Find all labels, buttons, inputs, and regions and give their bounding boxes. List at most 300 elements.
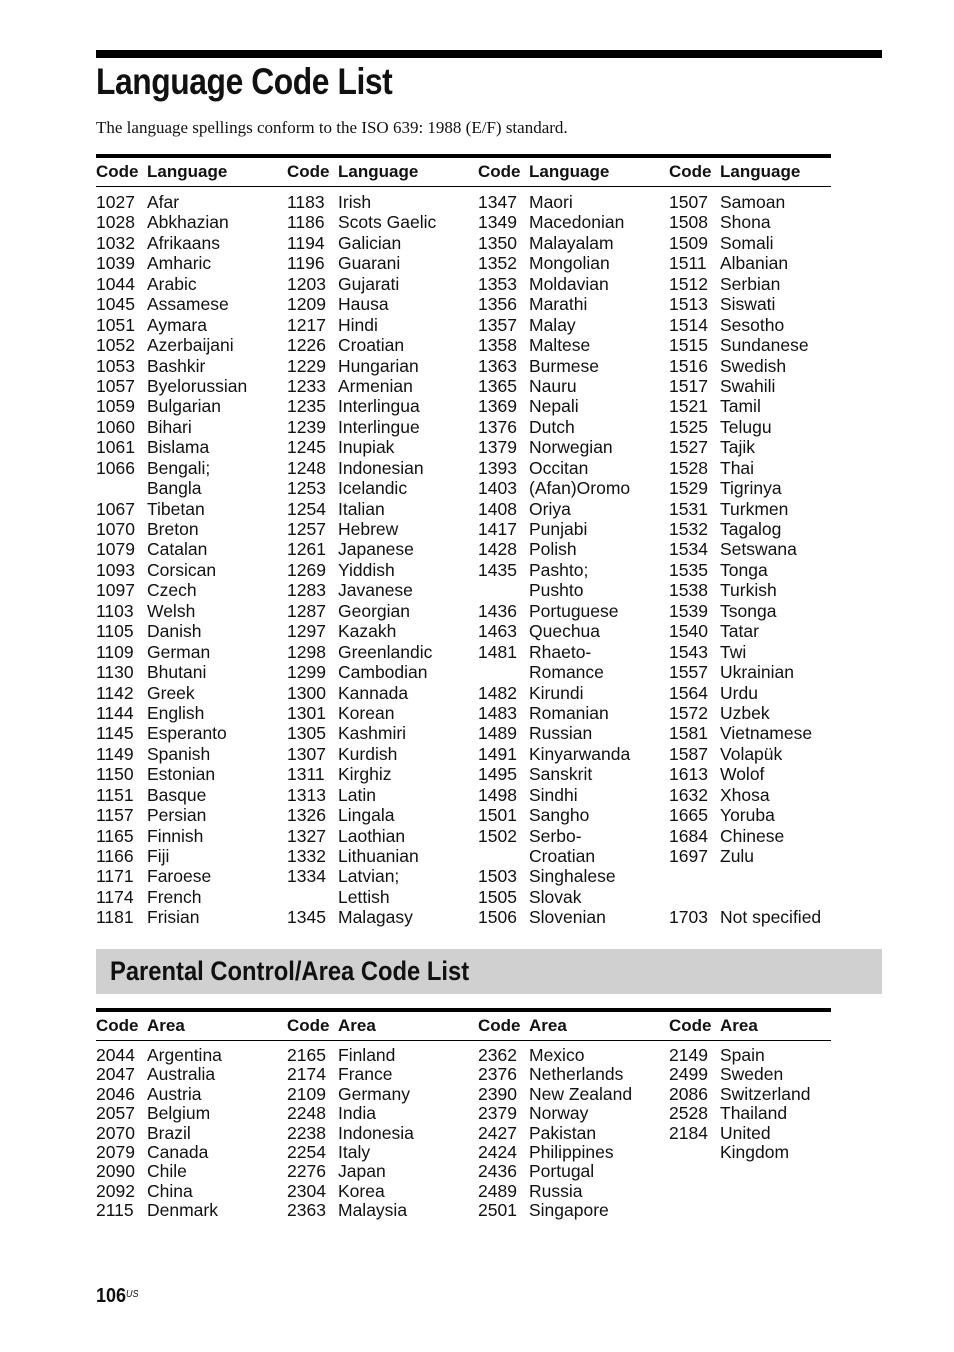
- code-cell: 1217: [287, 314, 326, 335]
- language-row: [669, 662, 831, 682]
- name-cell: Portuguese: [529, 600, 619, 621]
- name-cell: Indonesian: [338, 457, 424, 478]
- name-cell: Belgium: [147, 1103, 211, 1124]
- code-header: Code: [96, 162, 139, 181]
- language-row: [287, 907, 478, 927]
- name-cell: Georgian: [338, 600, 410, 621]
- name-cell: Punjabi: [529, 519, 588, 539]
- language-row: [96, 519, 287, 539]
- name-cell: Setswana: [720, 539, 797, 560]
- name-cell: Bengali;: [147, 457, 211, 478]
- code-cell: 1334: [287, 866, 326, 887]
- code-cell: 1226: [287, 335, 326, 356]
- name-cell: Chile: [147, 1161, 187, 1182]
- name-cell: Abkhazian: [147, 212, 229, 233]
- name-cell: Arabic: [147, 273, 197, 294]
- language-row: [96, 458, 287, 478]
- name-cell: Moldavian: [529, 273, 609, 294]
- code-cell: 1514: [669, 314, 708, 335]
- language-row: [478, 703, 669, 723]
- column-header: [96, 1012, 287, 1040]
- language-row: [287, 192, 478, 212]
- code-cell: 1145: [96, 723, 134, 744]
- name-cell: Tamil: [720, 396, 761, 417]
- name-cell: Turkish: [720, 580, 777, 601]
- code-cell: 1502: [478, 825, 517, 846]
- language-row: [478, 519, 669, 539]
- name-cell: Italy: [338, 1141, 371, 1162]
- code-cell: 2047: [96, 1064, 135, 1085]
- language-row: [287, 805, 478, 825]
- name-cell: Lettish: [338, 886, 390, 907]
- language-row: [96, 723, 287, 743]
- area-row: [669, 1104, 831, 1123]
- area-row: [478, 1182, 669, 1201]
- name-cell: Mexico: [529, 1045, 585, 1065]
- area-row: [669, 1046, 831, 1065]
- code-cell: 1417: [478, 519, 517, 539]
- language-row: [96, 233, 287, 253]
- language-row: [287, 826, 478, 846]
- code-cell: 1613: [669, 764, 708, 785]
- language-row: [669, 253, 831, 273]
- name-cell: Latin: [338, 784, 376, 805]
- language-row: [96, 499, 287, 519]
- name-cell: Serbo-: [529, 825, 582, 846]
- code-cell: [478, 846, 529, 866]
- language-row: [478, 539, 669, 559]
- code-cell: 1503: [478, 866, 517, 887]
- name-cell: Wolof: [720, 764, 765, 785]
- name-cell: Byelorussian: [147, 375, 248, 396]
- language-row: [96, 764, 287, 784]
- name-cell: Guarani: [338, 253, 401, 274]
- name-cell: Basque: [147, 784, 207, 805]
- code-cell: 1051: [96, 314, 135, 335]
- code-cell: 1525: [669, 416, 708, 437]
- name-cell: Corsican: [147, 559, 217, 580]
- name-cell: Afrikaans: [147, 232, 220, 253]
- language-row: [478, 335, 669, 355]
- name-cell: Oriya: [529, 498, 571, 519]
- page-number: [96, 1284, 139, 1308]
- name-cell: Tagalog: [720, 519, 782, 539]
- code-cell: 1209: [287, 294, 326, 315]
- language-row: [478, 580, 669, 600]
- name-cell: Malagasy: [338, 907, 413, 928]
- language-row: [478, 805, 669, 825]
- name-cell: Welsh: [147, 600, 196, 621]
- name-cell: Kinyarwanda: [529, 743, 631, 764]
- name-cell: Frisian: [147, 907, 200, 928]
- parental-section-header: [96, 949, 882, 994]
- name-cell: Greek: [147, 682, 195, 703]
- language-row: [478, 723, 669, 743]
- code-cell: 1257: [287, 519, 326, 539]
- code-cell: 1166: [96, 846, 134, 866]
- language-row: [478, 376, 669, 396]
- language-row: [96, 744, 287, 764]
- language-row: [669, 376, 831, 396]
- code-header: Code: [478, 162, 521, 181]
- name-cell: Bihari: [147, 416, 192, 437]
- language-row: [96, 315, 287, 335]
- name-cell: Somali: [720, 232, 774, 253]
- name-cell: Korean: [338, 702, 395, 723]
- name-cell: Urdu: [720, 682, 758, 703]
- code-cell: 1564: [669, 682, 708, 703]
- language-row: [478, 417, 669, 437]
- language-row: [478, 458, 669, 478]
- code-cell: 1239: [287, 416, 326, 437]
- language-row: [669, 294, 831, 314]
- code-cell: 1379: [478, 437, 517, 458]
- name-cell: Tonga: [720, 559, 768, 580]
- code-cell: 1534: [669, 539, 708, 560]
- column-header: [478, 1012, 669, 1040]
- area-row: [669, 1124, 831, 1143]
- language-row: [478, 478, 669, 498]
- name-cell: Nauru: [529, 375, 577, 396]
- code-cell: 1540: [669, 621, 708, 642]
- language-row: [287, 519, 478, 539]
- language-row: [478, 642, 669, 662]
- code-cell: 1509: [669, 232, 708, 253]
- language-row: [669, 703, 831, 723]
- code-cell: 2424: [478, 1141, 517, 1162]
- language-row: [478, 437, 669, 457]
- area-row: [287, 1065, 478, 1084]
- code-cell: 1307: [287, 743, 326, 764]
- name-cell: Cambodian: [338, 662, 428, 683]
- language-row: [287, 601, 478, 621]
- area-row: [96, 1085, 287, 1104]
- code-cell: 1516: [669, 355, 708, 376]
- code-cell: 1245: [287, 437, 326, 458]
- code-cell: 1436: [478, 600, 517, 621]
- name-cell: Azerbaijani: [147, 335, 234, 356]
- name-cell: Bhutani: [147, 662, 207, 683]
- code-cell: 2501: [478, 1200, 517, 1221]
- code-cell: [96, 478, 147, 498]
- language-row: [96, 437, 287, 457]
- name-cell: Malaysia: [338, 1200, 408, 1221]
- language-row: [478, 396, 669, 416]
- language-row: [287, 417, 478, 437]
- code-cell: 1557: [669, 662, 708, 683]
- code-cell: [287, 887, 338, 907]
- code-cell: 2304: [287, 1180, 326, 1201]
- language-row: [669, 417, 831, 437]
- code-cell: 1356: [478, 294, 517, 315]
- code-cell: 1505: [478, 886, 517, 907]
- name-cell: Swahili: [720, 375, 776, 396]
- name-cell: Mongolian: [529, 253, 610, 274]
- name-cell: Yoruba: [720, 805, 775, 826]
- area-row: [287, 1143, 478, 1162]
- name-cell: New Zealand: [529, 1083, 633, 1104]
- name-cell: Kirundi: [529, 682, 584, 703]
- code-header: Code: [287, 162, 330, 181]
- code-cell: 1060: [96, 416, 135, 437]
- area-row: [96, 1201, 287, 1220]
- language-row: [669, 887, 831, 907]
- code-cell: 1513: [669, 294, 708, 315]
- language-row: [478, 887, 669, 907]
- language-row: [478, 764, 669, 784]
- name-cell: Macedonian: [529, 212, 625, 233]
- name-cell: China: [147, 1180, 193, 1201]
- name-cell: Nepali: [529, 396, 579, 417]
- table-column: [669, 1046, 831, 1221]
- code-cell: 2079: [96, 1141, 135, 1162]
- code-cell: 1463: [478, 621, 517, 642]
- area-table-body: [96, 1041, 831, 1221]
- name-cell: Spain: [720, 1045, 765, 1065]
- code-cell: 1174: [96, 886, 134, 907]
- language-row: [287, 478, 478, 498]
- code-cell: 2086: [669, 1083, 708, 1104]
- code-cell: 1144: [96, 702, 134, 723]
- code-cell: 2528: [669, 1103, 708, 1124]
- code-cell: 1428: [478, 539, 517, 560]
- language-row: [287, 274, 478, 294]
- code-cell: 1665: [669, 805, 708, 826]
- name-cell: Hebrew: [338, 519, 399, 539]
- name-cell: Siswati: [720, 294, 776, 315]
- language-row: [287, 887, 478, 907]
- language-row: [478, 253, 669, 273]
- name-cell: Tsonga: [720, 600, 777, 621]
- name-cell: Javanese: [338, 580, 413, 601]
- language-row: [96, 785, 287, 805]
- name-cell: Singapore: [529, 1200, 609, 1221]
- name-cell: Laothian: [338, 825, 406, 846]
- language-header: Language: [147, 162, 228, 181]
- code-cell: 1053: [96, 355, 135, 376]
- code-cell: 1703: [669, 907, 708, 928]
- language-row: [669, 212, 831, 232]
- area-row: [478, 1065, 669, 1084]
- name-cell: Shona: [720, 212, 771, 233]
- name-cell: Russian: [529, 723, 593, 744]
- column-header: [287, 158, 478, 186]
- language-row: [669, 478, 831, 498]
- area-header: Area: [529, 1016, 567, 1035]
- code-cell: 1298: [287, 641, 326, 662]
- code-cell: 1326: [287, 805, 326, 826]
- area-header: Area: [720, 1016, 758, 1035]
- area-row: [96, 1162, 287, 1181]
- language-row: [287, 764, 478, 784]
- code-cell: 2390: [478, 1083, 517, 1104]
- language-row: [287, 356, 478, 376]
- name-cell: Sanskrit: [529, 764, 593, 785]
- code-header: Code: [669, 162, 712, 181]
- language-row: [478, 560, 669, 580]
- code-cell: 2184: [669, 1122, 708, 1143]
- code-cell: 1313: [287, 784, 326, 805]
- code-cell: 1157: [96, 805, 134, 826]
- code-cell: 1581: [669, 723, 708, 744]
- code-cell: 2174: [287, 1064, 326, 1085]
- language-row: [478, 744, 669, 764]
- language-table-header: [96, 154, 831, 187]
- name-cell: Sundanese: [720, 335, 809, 356]
- language-row: [287, 396, 478, 416]
- name-cell: Pakistan: [529, 1122, 597, 1143]
- name-cell: Samoan: [720, 192, 786, 212]
- language-row: [478, 866, 669, 886]
- code-cell: 1345: [287, 907, 326, 928]
- language-row: [287, 458, 478, 478]
- code-cell: 2489: [478, 1180, 517, 1201]
- language-header: Language: [529, 162, 610, 181]
- area-row: [287, 1085, 478, 1104]
- code-cell: 2427: [478, 1122, 517, 1143]
- code-cell: 1529: [669, 478, 708, 499]
- code-cell: 1039: [96, 253, 135, 274]
- language-row: [478, 315, 669, 335]
- name-cell: Portugal: [529, 1161, 595, 1182]
- code-cell: 1253: [287, 478, 326, 499]
- area-row: [287, 1162, 478, 1181]
- name-cell: Volapük: [720, 743, 783, 764]
- area-header: Area: [147, 1016, 185, 1035]
- name-cell: Thai: [720, 457, 755, 478]
- language-row: [287, 315, 478, 335]
- name-cell: Tigrinya: [720, 478, 782, 499]
- language-row: [287, 560, 478, 580]
- code-cell: [669, 887, 720, 907]
- code-cell: 1194: [287, 232, 325, 253]
- section-title: Parental Control/Area Code List: [110, 956, 470, 986]
- name-cell: Galician: [338, 232, 402, 253]
- name-cell: Sesotho: [720, 314, 785, 335]
- area-row: [96, 1104, 287, 1123]
- language-row: [287, 253, 478, 273]
- name-cell: Romance: [529, 662, 604, 683]
- code-cell: 1235: [287, 396, 326, 417]
- language-row: [669, 826, 831, 846]
- name-cell: Danish: [147, 621, 202, 642]
- name-cell: Vietnamese: [720, 723, 813, 744]
- page-region-suffix: US: [126, 1289, 139, 1300]
- name-cell: Interlingua: [338, 396, 420, 417]
- code-cell: 1507: [669, 192, 708, 212]
- name-cell: Ukrainian: [720, 662, 794, 683]
- name-cell: Slovenian: [529, 907, 606, 928]
- area-row: [669, 1143, 831, 1162]
- name-cell: Germany: [338, 1083, 410, 1104]
- name-cell: Hungarian: [338, 355, 419, 376]
- code-cell: 1105: [96, 621, 134, 642]
- code-cell: 1067: [96, 498, 135, 519]
- code-header: Code: [96, 1016, 139, 1035]
- code-cell: 1103: [96, 600, 134, 621]
- code-cell: 1151: [96, 784, 134, 805]
- language-row: [478, 785, 669, 805]
- name-cell: Croatian: [338, 335, 405, 356]
- code-cell: 2092: [96, 1180, 135, 1201]
- code-cell: 1233: [287, 375, 326, 396]
- area-row: [478, 1124, 669, 1143]
- code-cell: 1093: [96, 559, 135, 580]
- name-cell: Argentina: [147, 1045, 222, 1065]
- code-cell: 1301: [287, 702, 326, 723]
- code-cell: 1408: [478, 498, 517, 519]
- area-row: [287, 1104, 478, 1123]
- language-row: [669, 315, 831, 335]
- area-header: Area: [338, 1016, 376, 1035]
- code-cell: 1532: [669, 519, 708, 539]
- code-cell: 1311: [287, 764, 325, 785]
- name-cell: Canada: [147, 1141, 209, 1162]
- name-cell: Finland: [338, 1045, 396, 1065]
- code-cell: 2044: [96, 1045, 135, 1065]
- code-cell: 1052: [96, 335, 135, 356]
- name-cell: Lingala: [338, 805, 395, 826]
- language-row: [287, 866, 478, 886]
- name-cell: Kannada: [338, 682, 409, 703]
- code-cell: 2115: [96, 1200, 134, 1221]
- code-cell: 2057: [96, 1103, 135, 1124]
- language-row: [96, 907, 287, 927]
- code-cell: 1332: [287, 846, 326, 866]
- code-cell: 2436: [478, 1161, 517, 1182]
- code-cell: 1109: [96, 641, 134, 662]
- name-cell: Slovak: [529, 886, 582, 907]
- language-row: [669, 642, 831, 662]
- code-cell: 1299: [287, 662, 326, 683]
- language-row: [669, 519, 831, 539]
- code-cell: 1045: [96, 294, 135, 315]
- language-row: [287, 744, 478, 764]
- code-cell: 1149: [96, 743, 134, 764]
- language-row: [669, 907, 831, 927]
- name-cell: Marathi: [529, 294, 588, 315]
- name-cell: Romanian: [529, 702, 609, 723]
- language-row: [478, 356, 669, 376]
- name-cell: French: [147, 886, 202, 907]
- name-cell: Tibetan: [147, 498, 205, 519]
- code-cell: 1171: [96, 866, 134, 887]
- code-cell: 1027: [96, 192, 135, 212]
- code-cell: 1229: [287, 355, 326, 376]
- table-column: [287, 192, 478, 928]
- code-cell: 1515: [669, 335, 708, 356]
- code-cell: 1261: [287, 539, 326, 560]
- code-cell: 1349: [478, 212, 517, 233]
- language-row: [669, 539, 831, 559]
- language-row: [96, 356, 287, 376]
- name-cell: Rhaeto-: [529, 641, 592, 662]
- name-cell: Esperanto: [147, 723, 227, 744]
- area-row: [478, 1162, 669, 1181]
- language-row: [669, 744, 831, 764]
- code-cell: 1327: [287, 825, 326, 846]
- area-row: [478, 1104, 669, 1123]
- code-cell: 1684: [669, 825, 708, 846]
- code-cell: 2070: [96, 1122, 135, 1143]
- name-cell: Australia: [147, 1064, 216, 1085]
- name-cell: Lithuanian: [338, 846, 419, 866]
- language-row: [287, 376, 478, 396]
- language-row: [669, 785, 831, 805]
- code-cell: 1283: [287, 580, 326, 601]
- area-row: [287, 1046, 478, 1065]
- language-row: [96, 703, 287, 723]
